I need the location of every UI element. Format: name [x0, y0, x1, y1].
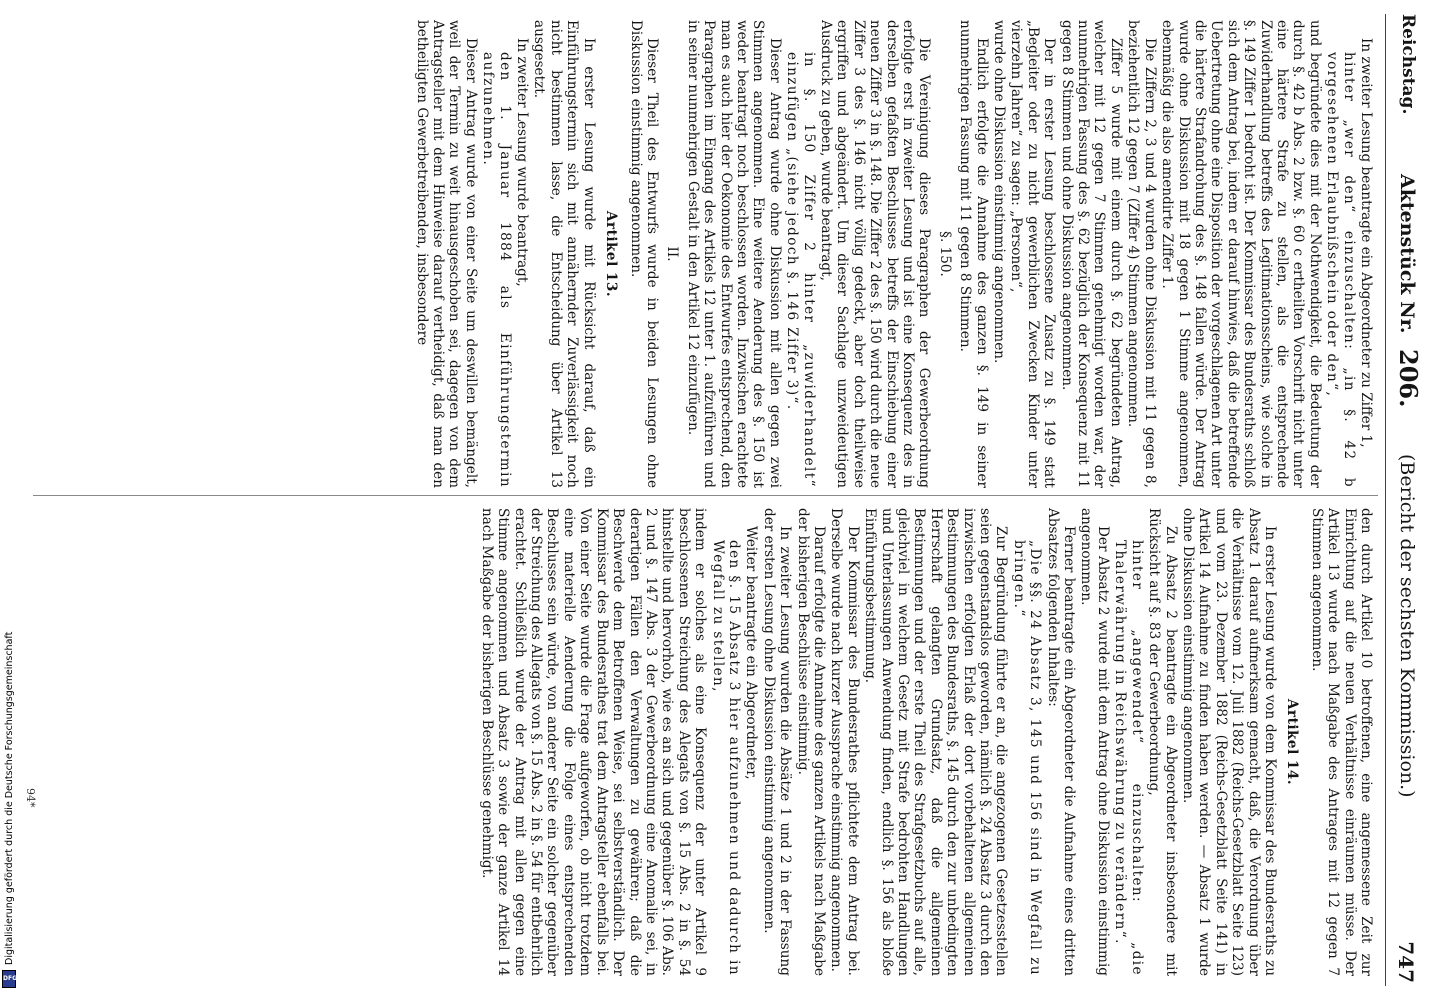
paragraph: Endlich erfolgte die Annahme des ganzen §. 149 in seiner nunmehrigen Fassung mit 11 gegen 8 Stimmen.	[957, 20, 990, 488]
digitization-credit: Digitalisierung gefördert durch die Deutsche Forschungsgemeinschaft	[4, 631, 15, 965]
paragraph: Der in erster Lesung beschlossene Zusatz zu §. 149 statt „Begleiter oder zu nicht gewerblichen Zwecken Kinder unter vierzehn Jahren“ zu sagen: „Personen“,	[1008, 20, 1058, 488]
paragraph: Der Kommissar des Bundesrathes pflichtete dem Antrag bei. Derselbe wurde nach kurzer Aussprache einstimmig angenommen.	[828, 508, 861, 976]
section-label: §. 150.	[936, 231, 953, 277]
section-heading: Artikel 13.	[603, 210, 620, 298]
paragraph: hinter „angewendet“ einzuschalten: „die Thalerwährung in Reichswährung zu verändern“.	[1112, 540, 1145, 976]
paragraph: den §. 15 Absatz 3 hier aufzunehmen und dadurch in Wegfall zu stellen,	[709, 540, 742, 976]
right-text-column	[30, 508, 1374, 976]
paragraph: den 1. Januar 1884 als Einführungstermin aufzunehmen.	[480, 52, 513, 488]
section-label: II.	[664, 246, 681, 262]
page-number: 747	[1394, 941, 1418, 983]
left-text-column	[30, 20, 1374, 488]
paragraph: In zweiter Lesung wurden die Absätze 1 und 2 in der Fassung der ersten Lesung ohne Diskussion einstimmig angenommen.	[760, 508, 794, 976]
paragraph: Zu Absatz 2 beantragte ein Abgeordneter insbesondere mit Rücksicht auf §. 83 der Gewerbeordnung,	[1146, 508, 1179, 976]
paragraph: In zweiter Lesung wurde beantragt,	[514, 38, 531, 287]
paragraph: in §. 150 Ziffer 2 hinter „zuwiderhandelt“ einzufügen „(siehe jedoch §. 146 Ziffer 3)“.	[784, 52, 817, 488]
paragraph: In erster Lesung wurde von dem Kommissar des Bundesraths zu Absatz 1 darauf aufmerksam gemacht, daß, die Verordnung über die Verhältnisse vom 12. Juli 1882 (Reichs-Gesetzblatt Seite 123) und vom 23. Dezember 1882 (Reichs-Gesetzblatt Seite 141) in Artikel 14 Aufnahme zu finden haben werden. — Absatz 1 wurde ohne Diskussion einstimmig angenommen.	[1179, 508, 1278, 976]
paragraph: Dieser Theil des Entwurfs wurde in beiden Lesungen ohne Diskussion einstimmig angenommen.	[627, 20, 660, 488]
paragraph: Zur Begründung führte er an, die angezogenen Gesetzesstellen seien gegenstandslos geworden, nämlich §. 24 Absatz 3 durch den inzwischen erfolgten Erlaß der dort vorbehaltenen allgemeinen Bestimmungen des Bundesraths, §. 145 durch den zur unbedingten Herrschaft gelangten Grundsatz, daß die allgemeinen Bestimmungen und der erste Theil des Strafgesetzbuchs auf alle, gleichviel in welchem Gesetz mit Strafe bedrohten Handlungen und Unterlassungen Anwendung finden, endlich §. 156 als bloße Einführungsbestimmung.	[862, 508, 1010, 976]
paragraph: Ziffer 5 wurde mit einem durch §. 62 begründeten Antrag, welcher mit 12 gegen 7 Stimmen genehmigt worden war, der nunmehrigen Fassung des §. 62 bezüglich der Konsequenz mit 11 gegen 8 Stimmen und ohne Diskussion angenommen.	[1058, 20, 1124, 488]
paragraph: Die Vereinigung dieses Paragraphen der Gewerbeordnung erfolgte erst in zweiter Lesung und ist eine Konsequenz des in derselben gefaßten Beschlusses betreffs der Einschiebung einer neuen Ziffer 3 in §. 148. Die Ziffer 2 des §. 150 wird durch die neue Ziffer 3 des §. 146 nicht völlig gedeckt, aber doch theilweise ergriffen und abgeändert. Um dieser Sachlage unzweideutigen Ausdruck zu geben, wurde beantragt,	[818, 20, 933, 488]
paragraph: Weiter beantragte ein Abgeordneter,	[743, 526, 760, 780]
paragraph: Dieser Antrag wurde von einer Seite um deswillen bemängelt, weil der Termin zu weit hinausgeschoben sei, dagegen von dem Antragsteller mit dem Hinweise darauf vertheidigt, daß man den betheiligten Gewerbetreibenden, insbesondere	[413, 20, 479, 488]
signature-mark: 94*	[24, 788, 37, 808]
paragraph: In erster Lesung wurde mit Rücksicht darauf, daß ein Einführungstermin sich mit annähernder Zuverlässigkeit noch nicht bestimmen lasse, die Entscheidung über Artikel 13 ausgesetzt.	[531, 20, 597, 488]
column-divider	[33, 495, 1378, 496]
paragraph: Ferner beantragte ein Abgeordneter die Aufnahme eines dritten Absatzes folgenden Inhaltes:	[1044, 508, 1078, 976]
dfg-logo: DFG	[2, 970, 16, 988]
paragraph: hinter „wer den“ einzuschalten: „in §. 42 b vorgesehenen Erlaubnißschein oder den“,	[1324, 52, 1357, 488]
paragraph: den durch Artikel 10 betroffenen, eine angemessene Zeit zur Einrichtung auf die neuen Verhältnisse einräumen müsse. Der Artikel 13 wurde nach Maßgabe des Antrages mit 12 gegen 7 Stimmen angenommen.	[1308, 508, 1374, 976]
paragraph: In zweiter Lesung beantragte ein Abgeordneter zu Ziffer 1,	[1358, 38, 1374, 448]
header-rule	[1385, 14, 1386, 986]
paragraph: und begründete dies mit der Nothwendigkeit, die Bedeutung der durch §. 42 b Abs. 2 bzw. §. 60 c ertheilten Vorschrift nicht unter eine härtere Strafe zu stellen, als die entsprechende Zuwiderhandlung betreffs des Legitimationsscheins, wie solche in §. 149 Ziffer 1 bedroht ist. Der Kommissar des Bundesraths schloß sich dem Antrag bei, indem er darauf hinwies, daß die betreffende Uebertretung ohne eine Disposition der vorgeschlagenen Art unter die härtere Strafandrohung des §. 148 fallen würde. Der Antrag wurde ohne Diskussion mit 18 gegen 1 Stimme angenommen, ebenmäßig die also amendirte Ziffer 1.	[1159, 20, 1323, 488]
paragraph: Dieser Antrag wurde ohne Diskussion mit allen gegen zwei Stimmen angenommen. Eine weitere Aenderung des §. 150 ist weder beantragt noch beschlossen worden. Inzwischen erachtete man es auch hier der Oekonomie des Entwurfes entsprechend, den Paragraphen im Eingang des Artikels 12 unter 1. aufzuführen und in seiner nunmehrigen Gestalt in den Artikel 12 einzufügen.	[684, 20, 783, 488]
header-document-number: 206.	[1394, 349, 1423, 408]
paragraph: Der Absatz 2 wurde mit dem Antrag ohne Diskussion einstimmig angenommen.	[1078, 508, 1111, 976]
paragraph: indem er solches als eine Konsequenz der unter Artikel 9 beschlossenen Streichung des Alegats von §. 15 Abs. 2 in §. 54 hinstellte und hervorhob, wie es an sich und gegenüber §. 106 Abs. 2 und §. 147 Abs. 3 der Gewerbeordnung eine Anomalie sei, in derartigen Fällen den Verwaltungen zu gewähren; daß die Beschwerde dem Betroffenen Weise, sei selbstverständlich. Der Kommissar des Bundesrathes trat dem Antragsteller ebenfalls bei. Von einer Seite wurde die Frage aufgeworfen, ob nicht trotzdem eine materielle Aenderung die Folge eines entsprechenden Beschlusses sein würde, von anderer Seite ein solcher gegenüber der Streichung des Allegats von §. 15 Abs. 2 in §. 54 für entbehrlich erachtet. Schließlich wurde der Antrag mit allen gegen eine Stimme angenommen und Absatz 3 sowie der ganze Artikel 14 nach Maßgabe der bisherigen Beschlüsse genehmigt.	[478, 508, 709, 976]
paragraph: Darauf erfolgte die Annahme des ganzen Artikels nach Maßgabe der bisherigen Beschlüsse einstimmig.	[794, 508, 827, 976]
header-document-label: Aktenstück Nr.	[1396, 174, 1418, 334]
header-left: Reichstag.	[1398, 14, 1418, 115]
paragraph: Die Ziffern 2, 3 und 4 wurden ohne Diskussion mit 11 gegen 8, beziehentlich 12 gegen 7 (Ziffer 4) Stimmen angenommen.	[1125, 20, 1158, 488]
running-header	[1388, 14, 1432, 989]
paragraph: „Die §§. 24 Absatz 3, 145 und 156 sind in Wegfall zu bringen.“	[1010, 540, 1044, 976]
header-report-title: (Bericht der sechsten Kommission.)	[1396, 454, 1418, 798]
section-heading: Artikel 14.	[1284, 698, 1301, 786]
paragraph: wurde ohne Diskussion einstimmig angenommen.	[991, 20, 1008, 364]
